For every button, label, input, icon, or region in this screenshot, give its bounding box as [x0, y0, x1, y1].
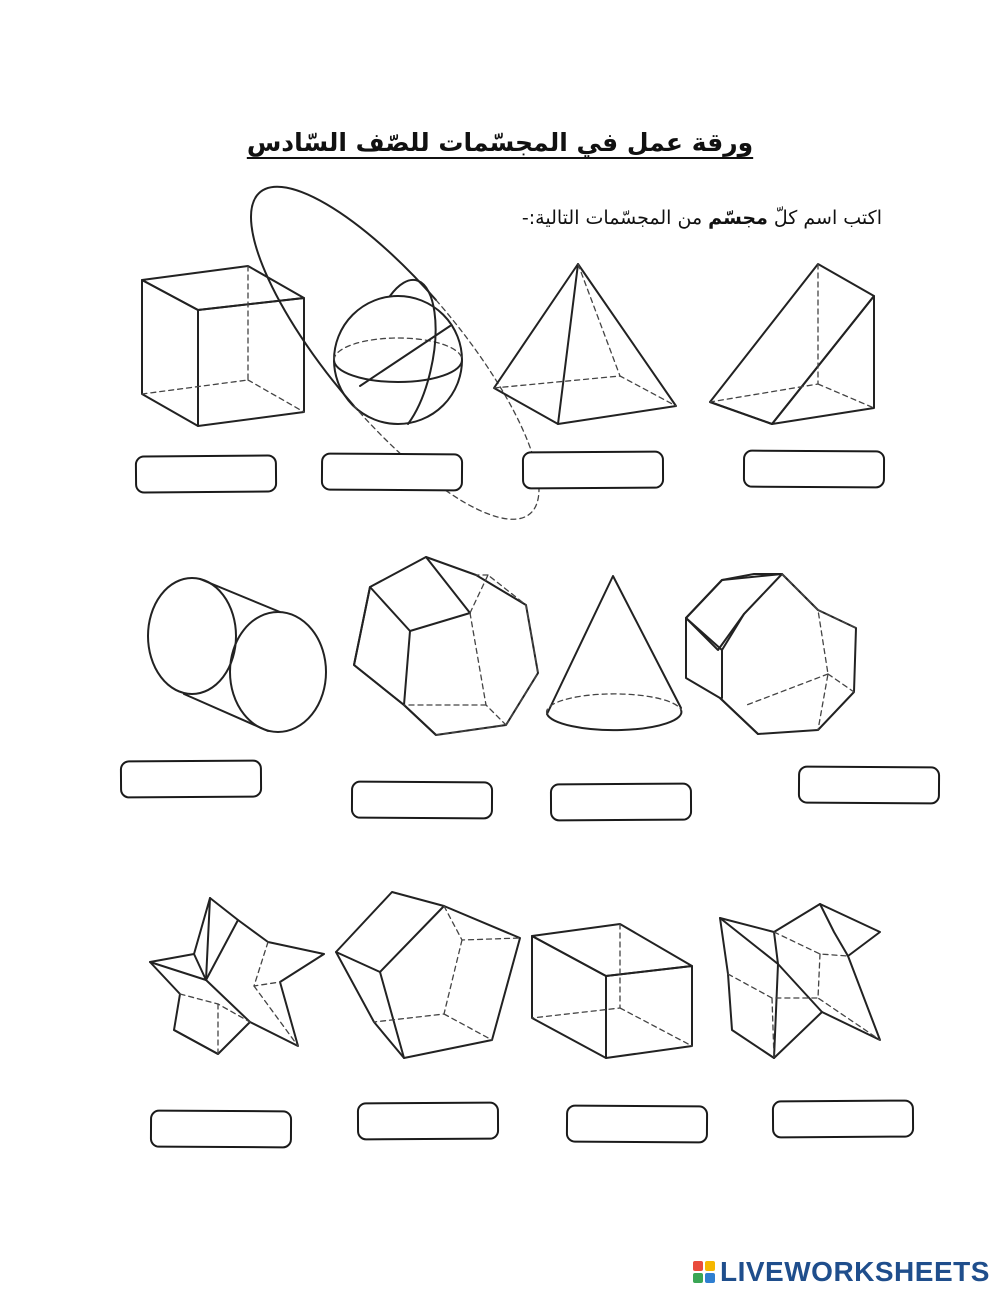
- cube-shape: [140, 262, 310, 432]
- answer-box-12[interactable]: [772, 1100, 914, 1139]
- answer-box-8[interactable]: [798, 766, 940, 805]
- star-prism-shape: [148, 896, 328, 1056]
- cone-shape: [545, 574, 685, 734]
- answer-box-7[interactable]: [550, 783, 692, 822]
- octagonal-prism-shape: [684, 570, 860, 738]
- liveworksheets-brand-text: LIVEWORKSHEETS: [720, 1256, 990, 1287]
- answer-box-10[interactable]: [357, 1102, 499, 1141]
- answer-box-11[interactable]: [566, 1105, 708, 1144]
- cylinder-shape: [146, 576, 331, 736]
- answer-box-9[interactable]: [150, 1110, 292, 1149]
- liveworksheets-logo[interactable]: [693, 1256, 990, 1288]
- instruction-bold-word: مجسّم: [708, 207, 768, 229]
- answer-box-5[interactable]: [120, 760, 262, 799]
- sphere-shape: [330, 296, 466, 432]
- answer-box-4[interactable]: [743, 450, 885, 489]
- pentagonal-prism-shape: [334, 890, 524, 1065]
- rectangular-prism-shape: [530, 922, 698, 1062]
- instruction-text: [522, 207, 882, 229]
- liveworksheets-logo-icon: [693, 1261, 715, 1283]
- square-pyramid-shape: [492, 262, 682, 432]
- triangular-prism-shape: [708, 262, 878, 432]
- star-prism-shape-2: [718, 902, 888, 1062]
- answer-box-3[interactable]: [522, 451, 664, 490]
- instruction-suffix: من المجسّمات التالية:-: [521, 207, 703, 229]
- worksheet-title: [0, 128, 1000, 157]
- answer-box-1[interactable]: [135, 454, 277, 493]
- answer-box-6[interactable]: [351, 781, 493, 820]
- answer-box-2[interactable]: [321, 453, 463, 492]
- worksheet-title-text: ورقة عمل في المجسّمات للصّف السّادس: [246, 128, 754, 157]
- heptagonal-prism-shape: [352, 555, 542, 740]
- instruction-prefix: اكتب اسم كلّ: [773, 207, 882, 229]
